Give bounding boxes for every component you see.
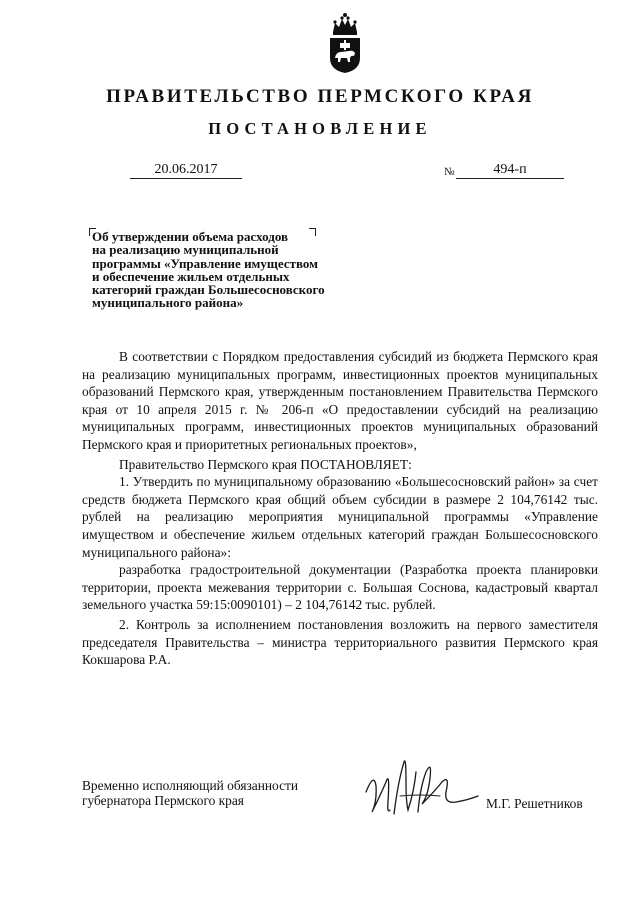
document-body bbox=[82, 348, 598, 669]
signer-position-line: губернатора Пермского края bbox=[82, 793, 244, 808]
number-sign: № bbox=[444, 166, 455, 178]
document-type-heading: ПОСТАНОВЛЕНИЕ bbox=[208, 119, 432, 138]
subject-line: муниципального района» bbox=[92, 295, 244, 311]
body-paragraph-preamble: В соответствии с Порядком предоставления субсидий из бюджета Пермского края на реализацию муниципальных программ, инвестиционных проектов муниципальных образований Пермского края, утвержденным постановлением Правительства Пермского края от 10 апреля 2015 г. № 206-п «О предоставлении субсидий на реализацию муниципальных программ, инвестиционных проектов муниципальных образований Пермского края и приоритетных региональных проектов», bbox=[82, 349, 598, 452]
handwritten-signature bbox=[360, 752, 484, 824]
signer-name: М.Г. Решетников bbox=[486, 796, 583, 811]
perm-krai-coat-of-arms-icon bbox=[327, 12, 363, 74]
body-paragraph-item-2: 2. Контроль за исполнением постановления возложить на первого заместителя председателя Правительства – министра территориального развития Пермского края Кокшарова Р.А. bbox=[82, 616, 598, 668]
subject-line: на реализацию муниципальной bbox=[92, 242, 279, 258]
government-title: ПРАВИТЕЛЬСТВО ПЕРМСКОГО КРАЯ bbox=[106, 86, 534, 107]
document-subject bbox=[92, 230, 367, 310]
subject-line: Об утверждении объема расходов bbox=[92, 229, 289, 244]
subject-line: программы «Управление имуществом bbox=[92, 255, 319, 271]
subject-line: и обеспечение жильем отдельных bbox=[92, 268, 290, 284]
subject-line: категорий граждан Большесосновского bbox=[92, 282, 325, 298]
body-paragraph-item-1: 1. Утвердить по муниципальному образованию «Большесосновский район» за счет средств бюджета Пермского края общий объем субсидии в размере 2 104,76142 тыс. рублей на реализацию мероприятия муниципальной программы «Управление имуществом и обеспечение жильем отдельных категорий граждан Большесосновского муниципального района»: bbox=[82, 474, 598, 560]
body-paragraph-resolves: Правительство Пермского края ПОСТАНОВЛЯЕТ: bbox=[119, 456, 412, 472]
body-paragraph-item-1-detail: разработка градостроительной документации (Разработка проекта планировки территории, проекта межевания территории с. Большая Соснова, кадастровый квартал земельного участка 59:15:0090101) – 2 104,76142 тыс. рублей. bbox=[82, 562, 598, 613]
document-number: 494-п bbox=[456, 161, 564, 179]
signer-position bbox=[82, 778, 362, 808]
signer-position-line: Временно исполняющий обязанности bbox=[82, 778, 299, 793]
document-date: 20.06.2017 bbox=[130, 161, 242, 179]
